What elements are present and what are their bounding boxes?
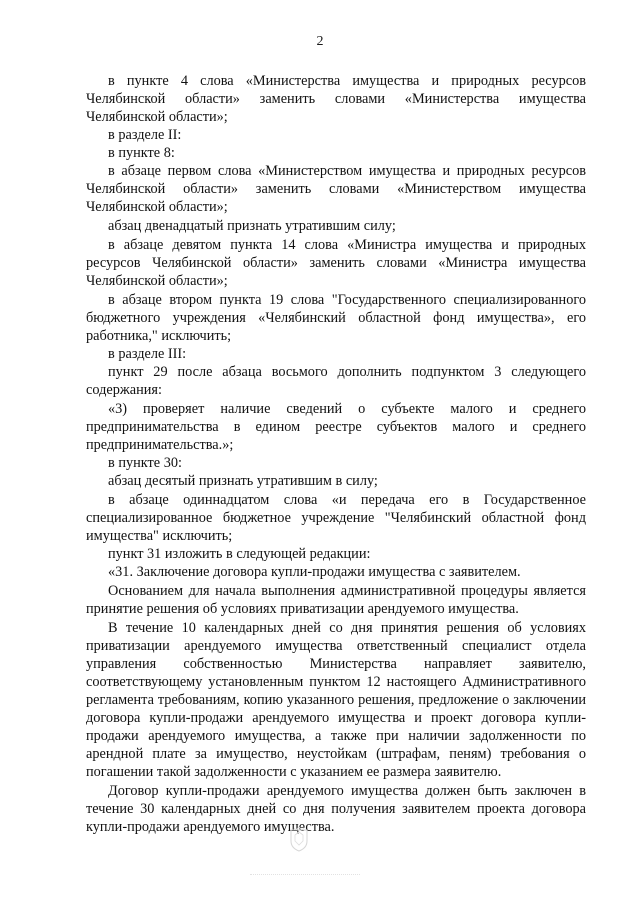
paragraph-14: пункт 31 изложить в следующей редакции:: [108, 546, 371, 562]
document-body: [86, 72, 586, 836]
paragraph-9: пункт 29 после абзаца восьмого дополнить подпунктом 3 следующего содержания:: [86, 364, 586, 398]
paragraph-10: «3) проверяет наличие сведений о субъекте малого и среднего предпринимательства в едином реестре субъектов малого и среднего предпринимательства.»;: [86, 401, 586, 453]
paragraph-17: В течение 10 календарных дней со дня принятия решения об условиях приватизации арендуемого имущества ответственный специалист отдела управления собственностью Министерства направляет заявителю, соответствующему установленным пунктом 12 настоящего Административного регламента требованиям, копию указанного решения, предложение о заключении договора купли-продажи арендуемого имущества и проект договора купли-продажи арендуемого имущества, а также при наличии задолженности по арендной плате за имущество, неустойкам (штрафам, пеням) требования о погашении такой задолженности с указанием ее размера заявителю.: [86, 620, 586, 780]
paragraph-15: «31. Заключение договора купли-продажи имущества с заявителем.: [108, 564, 521, 580]
emblem-watermark-icon: [288, 826, 310, 852]
paragraph-7: в абзаце втором пункта 19 слова "Государственного специализированного бюджетного учреждения «Челябинский областной фонд имущества», его работника," исключить;: [86, 292, 586, 344]
page-number: 2: [316, 34, 324, 49]
paragraph-1: в пункте 4 слова «Министерства имущества и природных ресурсов Челябинской области» заменить словами «Министерства имущества Челябинской области»;: [86, 73, 586, 125]
paragraph-8: в разделе III:: [108, 346, 187, 362]
faint-stamp-line: [250, 874, 360, 881]
paragraph-16: Основанием для начала выполнения административной процедуры является принятие решения об условиях приватизации арендуемого имущества.: [86, 583, 586, 617]
paragraph-12: абзац десятый признать утратившим в силу;: [108, 473, 378, 489]
paragraph-6: в абзаце девятом пункта 14 слова «Министра имущества и природных ресурсов Челябинской области» заменить словами «Министра имущества Челябинской области»;: [86, 237, 586, 289]
paragraph-18: Договор купли-продажи арендуемого имущества должен быть заключен в течение 30 календарных дней со дня получения заявителем проекта договора купли-продажи арендуемого имущества.: [86, 783, 586, 835]
faint-stamp-text: [262, 858, 352, 870]
paragraph-2: в разделе II:: [108, 127, 182, 143]
paragraph-4: в абзаце первом слова «Министерством имущества и природных ресурсов Челябинской области» заменить словами «Министерством имущества Челябинской области»;: [86, 163, 586, 215]
paragraph-13: в абзаце одиннадцатом слова «и передача его в Государственное специализированное бюджетное учреждение "Челябинский областной фонд имущества" исключить;: [86, 492, 586, 544]
paragraph-11: в пункте 30:: [108, 455, 182, 471]
paragraph-5: абзац двенадцатый признать утратившим силу;: [108, 218, 396, 234]
paragraph-3: в пункте 8:: [108, 145, 175, 161]
